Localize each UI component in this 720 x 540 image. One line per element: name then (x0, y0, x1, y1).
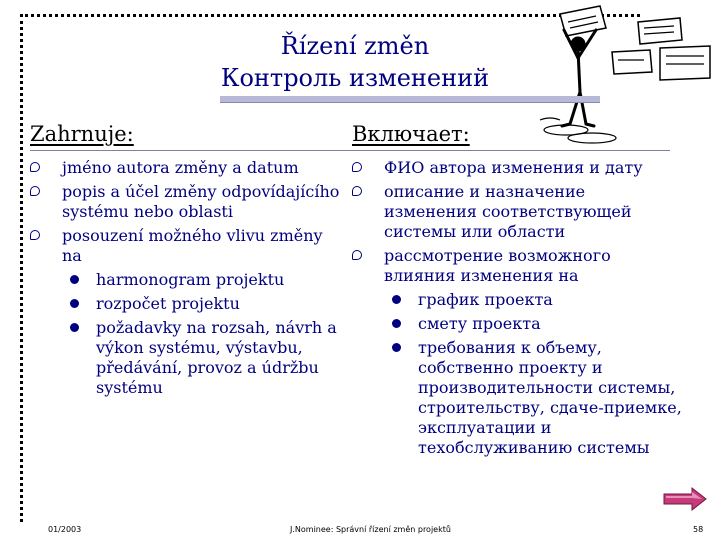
sub-list-item-text: rozpočet projektu (96, 294, 240, 313)
right-column-heading: Включает: (352, 122, 470, 146)
hollow-bullet-icon (30, 162, 40, 172)
next-arrow-icon[interactable] (662, 486, 708, 512)
sub-list-item (30, 294, 345, 314)
sub-list-item-text: harmonogram projektu (96, 270, 285, 289)
title-czech: Řízení změn (280, 32, 430, 60)
heading-divider (30, 150, 670, 151)
sub-list-item (30, 318, 345, 398)
list-item-text: popis a účel změny odpovídajícího systému nebo oblasti (62, 182, 340, 221)
list-item-text: ФИО автора изменения и дату (384, 158, 643, 177)
list-item-text: jméno autora změny a datum (62, 158, 299, 177)
hollow-bullet-icon (352, 250, 362, 260)
filled-bullet-icon (70, 275, 79, 284)
list-item (352, 246, 682, 286)
list-item (30, 158, 345, 178)
footer-date: 01/2003 (48, 525, 82, 534)
list-item (352, 158, 682, 178)
left-column-heading: Zahrnuje: (30, 122, 134, 146)
hollow-bullet-icon (352, 162, 362, 172)
title-underline-bar (220, 96, 600, 103)
sub-list-item-text: график проекта (418, 290, 553, 309)
sub-list-item-text: смету проекта (418, 314, 541, 333)
sub-list-item (30, 270, 345, 290)
filled-bullet-icon (392, 343, 401, 352)
list-item-text: рассмотрение возможного влияния изменения на (384, 246, 611, 285)
slide-border-left (20, 14, 25, 522)
filled-bullet-icon (70, 323, 79, 332)
sub-list-item (352, 338, 682, 458)
filled-bullet-icon (392, 295, 401, 304)
hollow-bullet-icon (352, 186, 362, 196)
list-item-text: описание и назначение изменения соответствующей системы или области (384, 182, 632, 241)
sub-list-item-text: требования к объему, собственно проекту и производительности системы, строительству, сдаче-приемке, эксплуатации и техобслуживанию системы (418, 338, 682, 457)
filled-bullet-icon (70, 299, 79, 308)
hollow-bullet-icon (30, 230, 40, 240)
sub-list-item (352, 290, 682, 310)
slide-title (120, 30, 590, 94)
hollow-bullet-icon (30, 186, 40, 196)
page-number: 58 (693, 525, 704, 534)
sub-list-item (352, 314, 682, 334)
list-item-text: posouzení možného vlivu změny na (62, 226, 323, 265)
filled-bullet-icon (392, 319, 401, 328)
left-column (30, 158, 345, 402)
list-item (30, 226, 345, 266)
list-item (30, 182, 345, 222)
footer-title: J.Nominee: Správní řízení změn projektů (290, 525, 451, 534)
right-column (352, 158, 682, 462)
sub-list-item-text: požadavky na rozsah, návrh a výkon systému, výstavbu, předávání, provoz a údržbu systému (96, 318, 337, 397)
list-item (352, 182, 682, 242)
title-russian: Контроль изменений (220, 64, 490, 92)
